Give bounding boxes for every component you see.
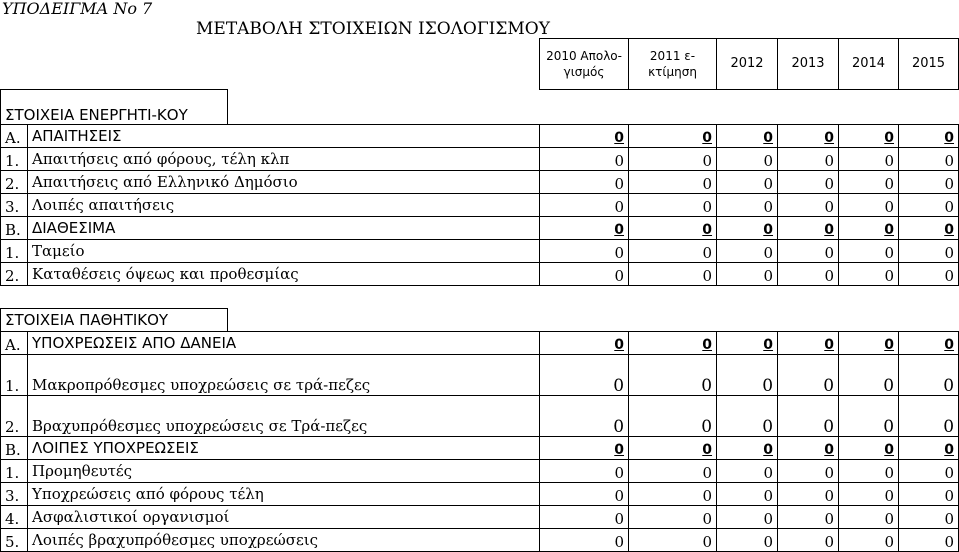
document-title: ΜΕΤΑΒΟΛΗ ΣΤΟΙΧΕΙΩΝ ΙΣΟΛΟΓΙΣΜΟΥ [196, 19, 550, 39]
value-cell [778, 396, 839, 437]
value-cell [899, 217, 959, 240]
value-cell [629, 483, 717, 506]
value-text: 0 [614, 222, 625, 238]
value-text: 0 [944, 464, 955, 482]
value-cell [717, 194, 778, 217]
value-cell [899, 506, 959, 529]
assets-heading-row [1, 90, 959, 125]
value-text: 0 [884, 130, 895, 146]
value-text: 0 [944, 244, 955, 262]
value-cell [717, 263, 778, 286]
value-text: 0 [884, 198, 895, 216]
value-text: 0 [884, 152, 895, 170]
value-text: 0 [763, 152, 774, 170]
column-header: 2014 [839, 39, 899, 90]
value-cell [540, 125, 629, 148]
value-cell [629, 125, 717, 148]
row-number: 1. [1, 240, 28, 263]
value-text: 0 [702, 337, 713, 353]
value-cell [778, 148, 839, 171]
value-text: 0 [763, 244, 774, 262]
table-row [1, 506, 959, 529]
value-text: 0 [763, 533, 774, 551]
table-row [1, 194, 959, 217]
row-number: 3. [1, 483, 28, 506]
value-cell [778, 437, 839, 460]
value-cell [899, 171, 959, 194]
value-text: 0 [763, 175, 774, 193]
value-cell [778, 171, 839, 194]
row-number: 1. [1, 148, 28, 171]
value-cell [629, 396, 717, 437]
value-cell [717, 506, 778, 529]
value-text: 0 [763, 337, 774, 353]
value-cell [717, 332, 778, 355]
value-text: 0 [944, 267, 955, 285]
liabilities-heading-row [1, 309, 959, 332]
value-cell [839, 460, 899, 483]
row-number: Α. [1, 332, 28, 355]
value-cell [899, 396, 959, 437]
value-cell [778, 483, 839, 506]
value-text: 0 [884, 464, 895, 482]
value-text: 0 [762, 417, 774, 437]
value-cell [839, 194, 899, 217]
value-text: 0 [944, 152, 955, 170]
value-cell [899, 240, 959, 263]
row-label: Βραχυπρόθεσμες υποχρεώσεις σε Τρά-πεζες [28, 396, 540, 437]
value-text: 0 [614, 130, 625, 146]
value-text: 0 [824, 222, 835, 238]
value-text: 0 [884, 337, 895, 353]
value-text: 0 [884, 533, 895, 551]
value-cell [629, 506, 717, 529]
value-text: 0 [763, 442, 774, 458]
value-cell [540, 171, 629, 194]
value-text: 0 [824, 175, 835, 193]
value-text: 0 [824, 510, 835, 528]
row-number: 3. [1, 194, 28, 217]
value-text: 0 [944, 337, 955, 353]
value-cell [717, 148, 778, 171]
value-cell [899, 529, 959, 552]
value-cell [717, 483, 778, 506]
value-cell [629, 355, 717, 396]
value-text: 0 [943, 417, 955, 437]
row-label: Ασφαλιστικοί οργανισμοί [28, 506, 540, 529]
row-number: 5. [1, 529, 28, 552]
value-cell [629, 460, 717, 483]
row-number: Β. [1, 437, 28, 460]
value-cell [629, 148, 717, 171]
row-label: Καταθέσεις όψεως και προθεσμίας [28, 263, 540, 286]
value-cell [839, 171, 899, 194]
value-text: 0 [763, 267, 774, 285]
row-label: ΛΟΙΠΕΣ ΥΠΟΧΡΕΩΣΕΙΣ [28, 437, 540, 460]
value-text: 0 [702, 487, 713, 505]
value-text: 0 [614, 198, 625, 216]
value-cell [899, 263, 959, 286]
value-text: 0 [701, 376, 713, 396]
value-cell [629, 194, 717, 217]
table-row [1, 125, 959, 148]
value-text: 0 [884, 267, 895, 285]
value-cell [778, 263, 839, 286]
value-text: 0 [884, 510, 895, 528]
value-cell [540, 396, 629, 437]
value-text: 0 [702, 152, 713, 170]
value-text: 0 [701, 417, 713, 437]
value-text: 0 [614, 244, 625, 262]
value-cell [540, 332, 629, 355]
value-cell [717, 355, 778, 396]
row-label: ΑΠΑΙΤΗΣΕΙΣ [28, 125, 540, 148]
value-text: 0 [944, 130, 955, 146]
row-number: 4. [1, 506, 28, 529]
value-cell [629, 332, 717, 355]
value-cell [778, 332, 839, 355]
value-cell [839, 217, 899, 240]
value-text: 0 [824, 487, 835, 505]
value-cell [540, 506, 629, 529]
row-number: 1. [1, 460, 28, 483]
table-row [1, 483, 959, 506]
value-text: 0 [944, 198, 955, 216]
value-text: 0 [884, 487, 895, 505]
value-cell [717, 437, 778, 460]
column-header: 2012 [717, 39, 778, 90]
table-row [1, 529, 959, 552]
value-cell [778, 506, 839, 529]
row-number: Α. [1, 125, 28, 148]
value-cell [899, 332, 959, 355]
header-row [1, 39, 959, 90]
value-text: 0 [614, 267, 625, 285]
table-row [1, 396, 959, 437]
value-text: 0 [702, 130, 713, 146]
table-row [1, 240, 959, 263]
value-text: 0 [944, 487, 955, 505]
row-number: 2. [1, 263, 28, 286]
value-cell [540, 194, 629, 217]
value-cell [839, 263, 899, 286]
value-text: 0 [613, 417, 625, 437]
value-cell [899, 355, 959, 396]
value-text: 0 [884, 222, 895, 238]
table-row [1, 171, 959, 194]
row-number: Β. [1, 217, 28, 240]
value-cell [899, 148, 959, 171]
value-text: 0 [944, 175, 955, 193]
value-cell [839, 437, 899, 460]
column-header: 2011 ε-κτίμηση [629, 39, 717, 90]
value-text: 0 [763, 487, 774, 505]
value-text: 0 [884, 442, 895, 458]
value-text: 0 [702, 464, 713, 482]
value-cell [839, 483, 899, 506]
value-text: 0 [702, 267, 713, 285]
value-text: 0 [823, 417, 835, 437]
value-cell [717, 529, 778, 552]
value-text: 0 [944, 510, 955, 528]
value-cell [899, 194, 959, 217]
value-cell [540, 483, 629, 506]
row-label: Ταμείο [28, 240, 540, 263]
section-heading: ΣΤΟΙΧΕΙΑ ΠΑΘΗΤΙΚΟΥ [1, 309, 228, 332]
value-cell [839, 125, 899, 148]
value-cell [839, 332, 899, 355]
row-label: Υποχρεώσεις από φόρους τέλη [28, 483, 540, 506]
value-cell [778, 194, 839, 217]
value-cell [839, 529, 899, 552]
value-text: 0 [944, 222, 955, 238]
value-cell [778, 460, 839, 483]
value-text: 0 [763, 198, 774, 216]
value-text: 0 [614, 175, 625, 193]
value-text: 0 [944, 442, 955, 458]
value-cell [540, 529, 629, 552]
value-cell [899, 437, 959, 460]
value-text: 0 [702, 222, 713, 238]
value-text: 0 [824, 244, 835, 262]
value-text: 0 [824, 267, 835, 285]
row-label: ΔΙΑΘΕΣΙΜΑ [28, 217, 540, 240]
row-number: 2. [1, 396, 28, 437]
value-cell [629, 529, 717, 552]
value-text: 0 [763, 464, 774, 482]
value-text: 0 [824, 337, 835, 353]
value-text: 0 [763, 510, 774, 528]
row-label: ΥΠΟΧΡΕΩΣΕΙΣ ΑΠΟ ΔΑΝΕΙΑ [28, 332, 540, 355]
value-text: 0 [702, 510, 713, 528]
column-header: 2010 Απολο-γισμός [540, 39, 629, 90]
value-cell [629, 217, 717, 240]
value-cell [540, 437, 629, 460]
value-cell [839, 355, 899, 396]
value-cell [717, 217, 778, 240]
value-text: 0 [702, 442, 713, 458]
value-cell [839, 506, 899, 529]
value-text: 0 [884, 175, 895, 193]
row-number: 1. [1, 355, 28, 396]
value-cell [540, 355, 629, 396]
value-cell [540, 460, 629, 483]
value-cell [839, 240, 899, 263]
value-cell [899, 483, 959, 506]
table-row [1, 148, 959, 171]
value-cell [778, 355, 839, 396]
sample-title: ΥΠΟΔΕΙΓΜΑ Νο 7 [2, 0, 153, 18]
row-number: 2. [1, 171, 28, 194]
value-cell [899, 460, 959, 483]
row-label: Λοιπές βραχυπρόθεσμες υποχρεώσεις [28, 529, 540, 552]
value-text: 0 [823, 376, 835, 396]
table-row [1, 460, 959, 483]
value-text: 0 [824, 130, 835, 146]
value-text: 0 [824, 198, 835, 216]
value-cell [629, 437, 717, 460]
value-cell [717, 460, 778, 483]
value-text: 0 [614, 442, 625, 458]
value-text: 0 [614, 533, 625, 551]
value-text: 0 [763, 222, 774, 238]
value-text: 0 [614, 487, 625, 505]
value-cell [778, 529, 839, 552]
value-text: 0 [883, 417, 895, 437]
value-cell [717, 125, 778, 148]
value-text: 0 [614, 464, 625, 482]
table-row [1, 217, 959, 240]
value-cell [629, 263, 717, 286]
row-label: Απαιτήσεις από Ελληνικό Δημόσιο [28, 171, 540, 194]
table-row [1, 355, 959, 396]
value-text: 0 [944, 533, 955, 551]
table-row [1, 332, 959, 355]
value-text: 0 [614, 337, 625, 353]
value-cell [540, 240, 629, 263]
value-text: 0 [702, 533, 713, 551]
value-text: 0 [702, 175, 713, 193]
value-text: 0 [824, 533, 835, 551]
value-text: 0 [824, 442, 835, 458]
row-label: Προμηθευτές [28, 460, 540, 483]
column-header: 2015 [899, 39, 959, 90]
value-cell [839, 148, 899, 171]
value-cell [778, 240, 839, 263]
value-text: 0 [762, 376, 774, 396]
value-cell [778, 217, 839, 240]
table-row [1, 263, 959, 286]
value-cell [839, 396, 899, 437]
value-text: 0 [883, 376, 895, 396]
row-label: Μακροπρόθεσμες υποχρεώσεις σε τρά-πεζες [28, 355, 540, 396]
value-text: 0 [824, 464, 835, 482]
value-cell [540, 148, 629, 171]
section-heading: ΣΤΟΙΧΕΙΑ ΕΝΕΡΓΗΤΙ-ΚΟΥ [1, 90, 228, 125]
value-text: 0 [763, 130, 774, 146]
value-cell [629, 240, 717, 263]
value-cell [629, 171, 717, 194]
value-text: 0 [884, 244, 895, 262]
value-text: 0 [702, 198, 713, 216]
value-text: 0 [614, 152, 625, 170]
value-cell [717, 396, 778, 437]
value-text: 0 [613, 376, 625, 396]
table-row [1, 437, 959, 460]
value-cell [540, 263, 629, 286]
value-text: 0 [614, 510, 625, 528]
value-cell [778, 125, 839, 148]
row-label: Λοιπές απαιτήσεις [28, 194, 540, 217]
value-text: 0 [943, 376, 955, 396]
row-label: Απαιτήσεις από φόρους, τέλη κλπ [28, 148, 540, 171]
value-cell [540, 217, 629, 240]
value-cell [899, 125, 959, 148]
column-header: 2013 [778, 39, 839, 90]
value-text: 0 [824, 152, 835, 170]
value-text: 0 [702, 244, 713, 262]
balance-sheet-table [0, 38, 959, 552]
value-cell [717, 240, 778, 263]
value-cell [717, 171, 778, 194]
